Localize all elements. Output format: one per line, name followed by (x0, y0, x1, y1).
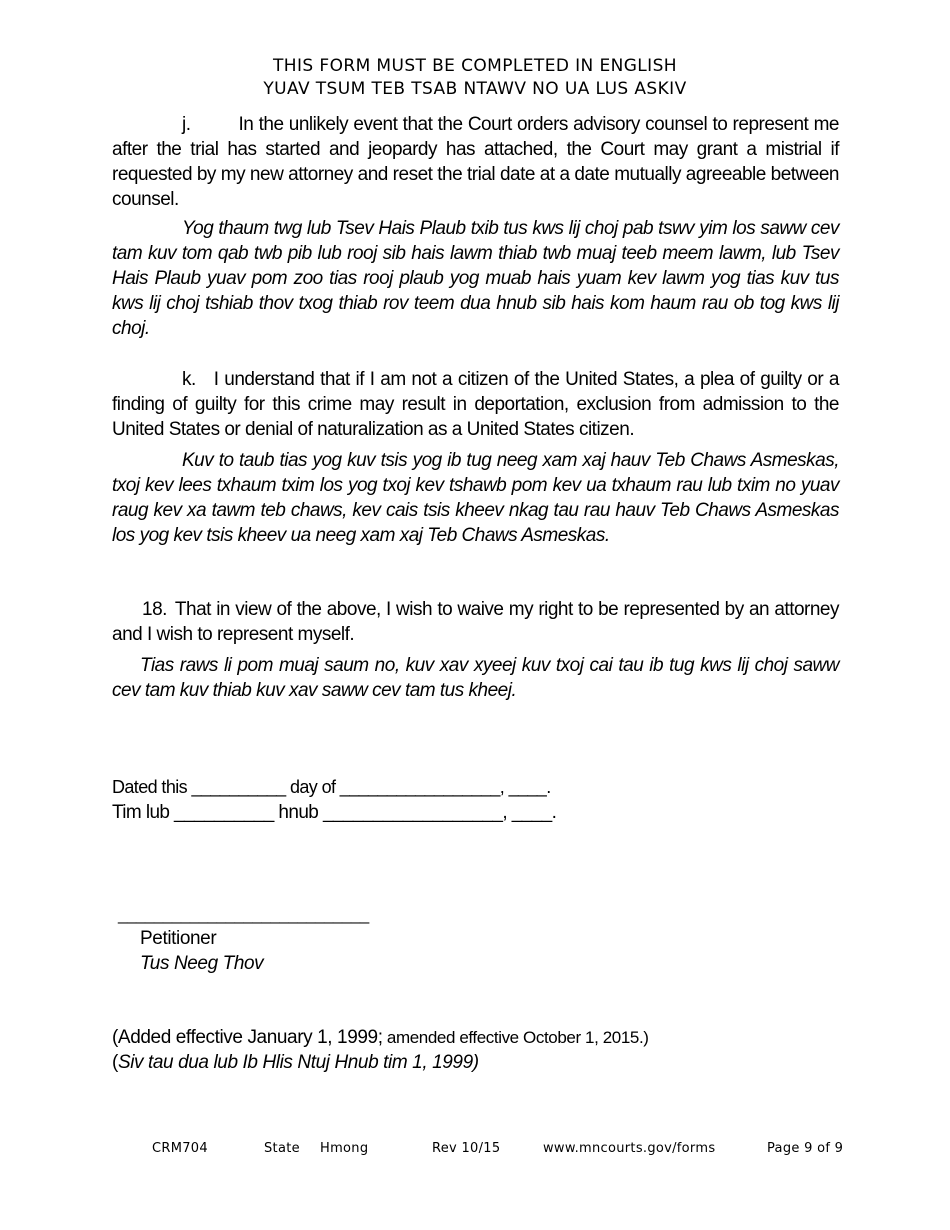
paragraph-18-text: That in view of the above, I wish to waive my right to be represented by an attorney and I wish to represent myself. (112, 599, 839, 645)
dated-line-hmong: Tim lub __________ hnub __________________, ____. (112, 802, 557, 823)
paragraph-18-hmong (112, 653, 839, 703)
paragraph-k-english (112, 367, 839, 442)
history-open-paren: ( (112, 1052, 118, 1073)
paragraph-18-hmong-text: Tias raws li pom muaj saum no, kuv xav xyeej kuv txoj cai tau ib tug kws lij choj saww cev tam kuv thiab kuv xav saww cev tam tus kheej. (112, 655, 839, 701)
paragraph-j-marker: j. (182, 114, 191, 135)
footer-revision: Rev 10/15 (432, 1141, 501, 1156)
header-english: THIS FORM MUST BE COMPLETED IN ENGLISH (273, 56, 677, 76)
petitioner-label-hmong: Tus Neeg Thov (140, 953, 264, 974)
history-note-hmong (112, 1052, 479, 1074)
paragraph-j-english (112, 112, 839, 212)
paragraph-k-hmong-text: Kuv to taub tias yog kuv tsis yog ib tug neeg xam xaj hauv Teb Chaws Asmeskas, txoj kev lees txhaum txim los yog txoj kev tshawb pom kev ua txhaum rau lub txim no yuav raug kev xa tawm teb chaws, kev cais tsis kheev nkag tau rau hauv Teb Chaws Asmeskas los yog kev tsis kheev ua neeg xam xaj Teb Chaws Asmeskas. (112, 450, 839, 546)
history-added: (Added effective January 1, 1999; (112, 1027, 383, 1048)
footer-state: State (264, 1141, 300, 1156)
history-hmong-text: Siv tau dua lub Ib Hlis Ntuj Hnub tim 1, 1999) (117, 1052, 479, 1073)
history-note-english (112, 1027, 649, 1049)
footer-url[interactable]: www.mncourts.gov/forms (543, 1141, 716, 1156)
paragraph-18-english (112, 597, 839, 647)
footer-page-number: Page 9 of 9 (767, 1141, 844, 1156)
history-amended: amended effective October 1, 2015.) (382, 1028, 649, 1047)
paragraph-k-marker: k. (182, 369, 196, 390)
paragraph-18-marker: 18. (142, 599, 167, 620)
paragraph-j-hmong (112, 216, 839, 341)
dated-line-english: Dated this __________ day of _________________, ____. (112, 777, 551, 797)
paragraph-k-hmong (112, 448, 839, 548)
header-hmong: YUAV TSUM TEB TSAB NTAWV NO UA LUS ASKIV (263, 79, 687, 99)
petitioner-label: Petitioner (140, 928, 217, 949)
paragraph-k-text: I understand that if I am not a citizen of the United States, a plea of guilty or a finding of guilty for this crime may result in deportation, exclusion from admission to the United States or denial of naturalization as a United States citizen. (112, 369, 839, 440)
signature-line: ____________________________ (118, 905, 369, 924)
footer-form-id: CRM704 (152, 1141, 208, 1156)
footer-language: Hmong (320, 1141, 369, 1156)
paragraph-j-hmong-text: Yog thaum twg lub Tsev Hais Plaub txib tus kws lij choj pab tswv yim los saww cev tam kuv tom qab twb pib lub rooj sib hais lawm thiab twb muaj teeb meem lawm, lub Tsev Hais Plaub yuav pom zoo tias rooj plaub yog muab hais yuam kev lawm yog tias kuv tus kws lij choj tshiab thov txog thiab rov teem dua hnub sib hais kom haum rau ob tog kws lij choj. (112, 218, 839, 339)
paragraph-j-text: In the unlikely event that the Court orders advisory counsel to represent me after the trial has started and jeopardy has attached, the Court may grant a mistrial if requested by my new attorney and reset the trial date at a date mutually agreeable between counsel. (112, 114, 839, 210)
